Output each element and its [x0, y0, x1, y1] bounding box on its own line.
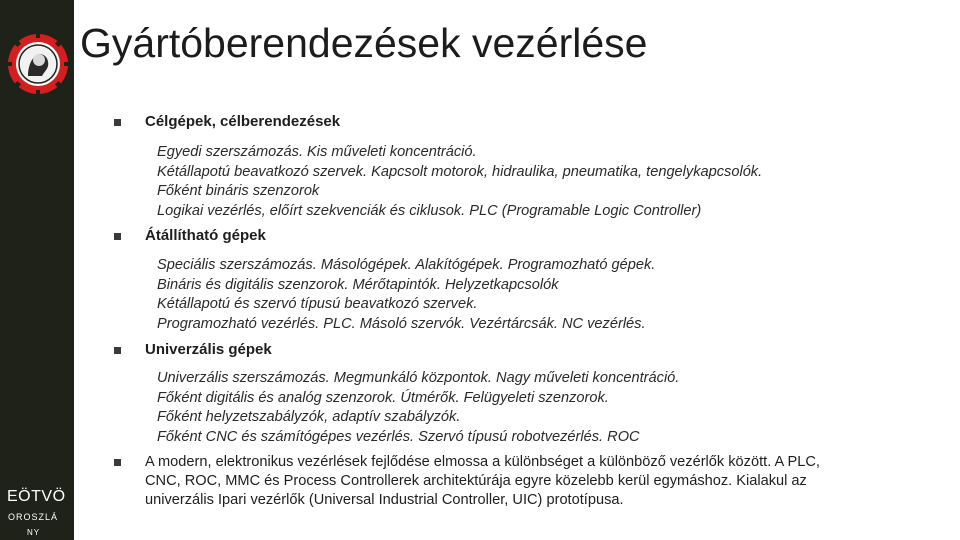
- square-bullet-icon: [114, 347, 121, 354]
- slide-title: Gyártóberendezések vezérlése: [80, 20, 648, 66]
- closing-bullet: [114, 453, 854, 510]
- brand-line-3: NY: [27, 528, 41, 537]
- square-bullet-icon: [114, 459, 121, 466]
- sub-item: Programozható vezérlés. PLC. Másoló szervók. Vezértárcsák. NC vezérlés.: [157, 315, 646, 332]
- sidebar: [0, 0, 74, 540]
- sub-item: Főként helyzetszabályzók, adaptív szabályzók.: [157, 409, 461, 425]
- bullet-heading: Univerzális gépek: [145, 341, 272, 358]
- sub-item: Speciális szerszámozás. Másológépek. Alakítógépek. Programozható gépek.: [157, 257, 656, 273]
- sub-item: Kétállapotú és szervó típusú beavatkozó szervek.: [157, 296, 478, 312]
- sub-item: Univerzális szerszámozás. Megmunkáló központok. Nagy műveleti koncentráció.: [157, 370, 680, 386]
- bullet-item: [114, 227, 266, 244]
- brand-line-1: EÖTVÖ: [7, 488, 66, 505]
- brand-line-2: OROSZLÁ: [8, 512, 59, 522]
- sub-item: Bináris és digitális szenzorok. Mérőtapintók. Helyzetkapcsolók: [157, 276, 559, 293]
- square-bullet-icon: [114, 119, 121, 126]
- bullet-item: [114, 113, 340, 130]
- sub-item: Főként CNC és számítógépes vezérlés. Szervó típusú robotvezérlés. ROC: [157, 428, 640, 445]
- sub-item: Logikai vezérlés, előírt szekvenciák és ciklusok. PLC (Programable Logic Controller): [157, 202, 702, 219]
- sub-list: [157, 256, 655, 334]
- sub-item: Egyedi szerszámozás. Kis műveleti koncentráció.: [157, 144, 477, 160]
- square-bullet-icon: [114, 233, 121, 240]
- sub-list: [157, 369, 679, 447]
- university-seal-logo: [6, 32, 70, 96]
- bullet-heading: Célgépek, célberendezések: [145, 113, 341, 130]
- sub-list: [157, 143, 762, 221]
- sub-item: Kétállapotú beavatkozó szervek. Kapcsolt motorok, hidraulika, pneumatika, tengelykapcsolók.: [157, 163, 763, 180]
- bullet-item: [114, 341, 272, 358]
- closing-paragraph: A modern, elektronikus vezérlések fejlődése elmossa a különbséget a különböző vezérlők között. A PLC, CNC, ROC, MMC és Process Controllerek architektúrája egyre közelebb kerül egymáshoz. Kialakul az univerzális Ipari vezérlők (Universal Industrial Controller, UIC) prototípusa.: [145, 454, 820, 508]
- bullet-heading: Átállítható gépek: [145, 227, 266, 244]
- sub-item: Főként bináris szenzorok: [157, 183, 320, 199]
- sub-item: Főként digitális és analóg szenzorok. Útmérők. Felügyeleti szenzorok.: [157, 389, 609, 406]
